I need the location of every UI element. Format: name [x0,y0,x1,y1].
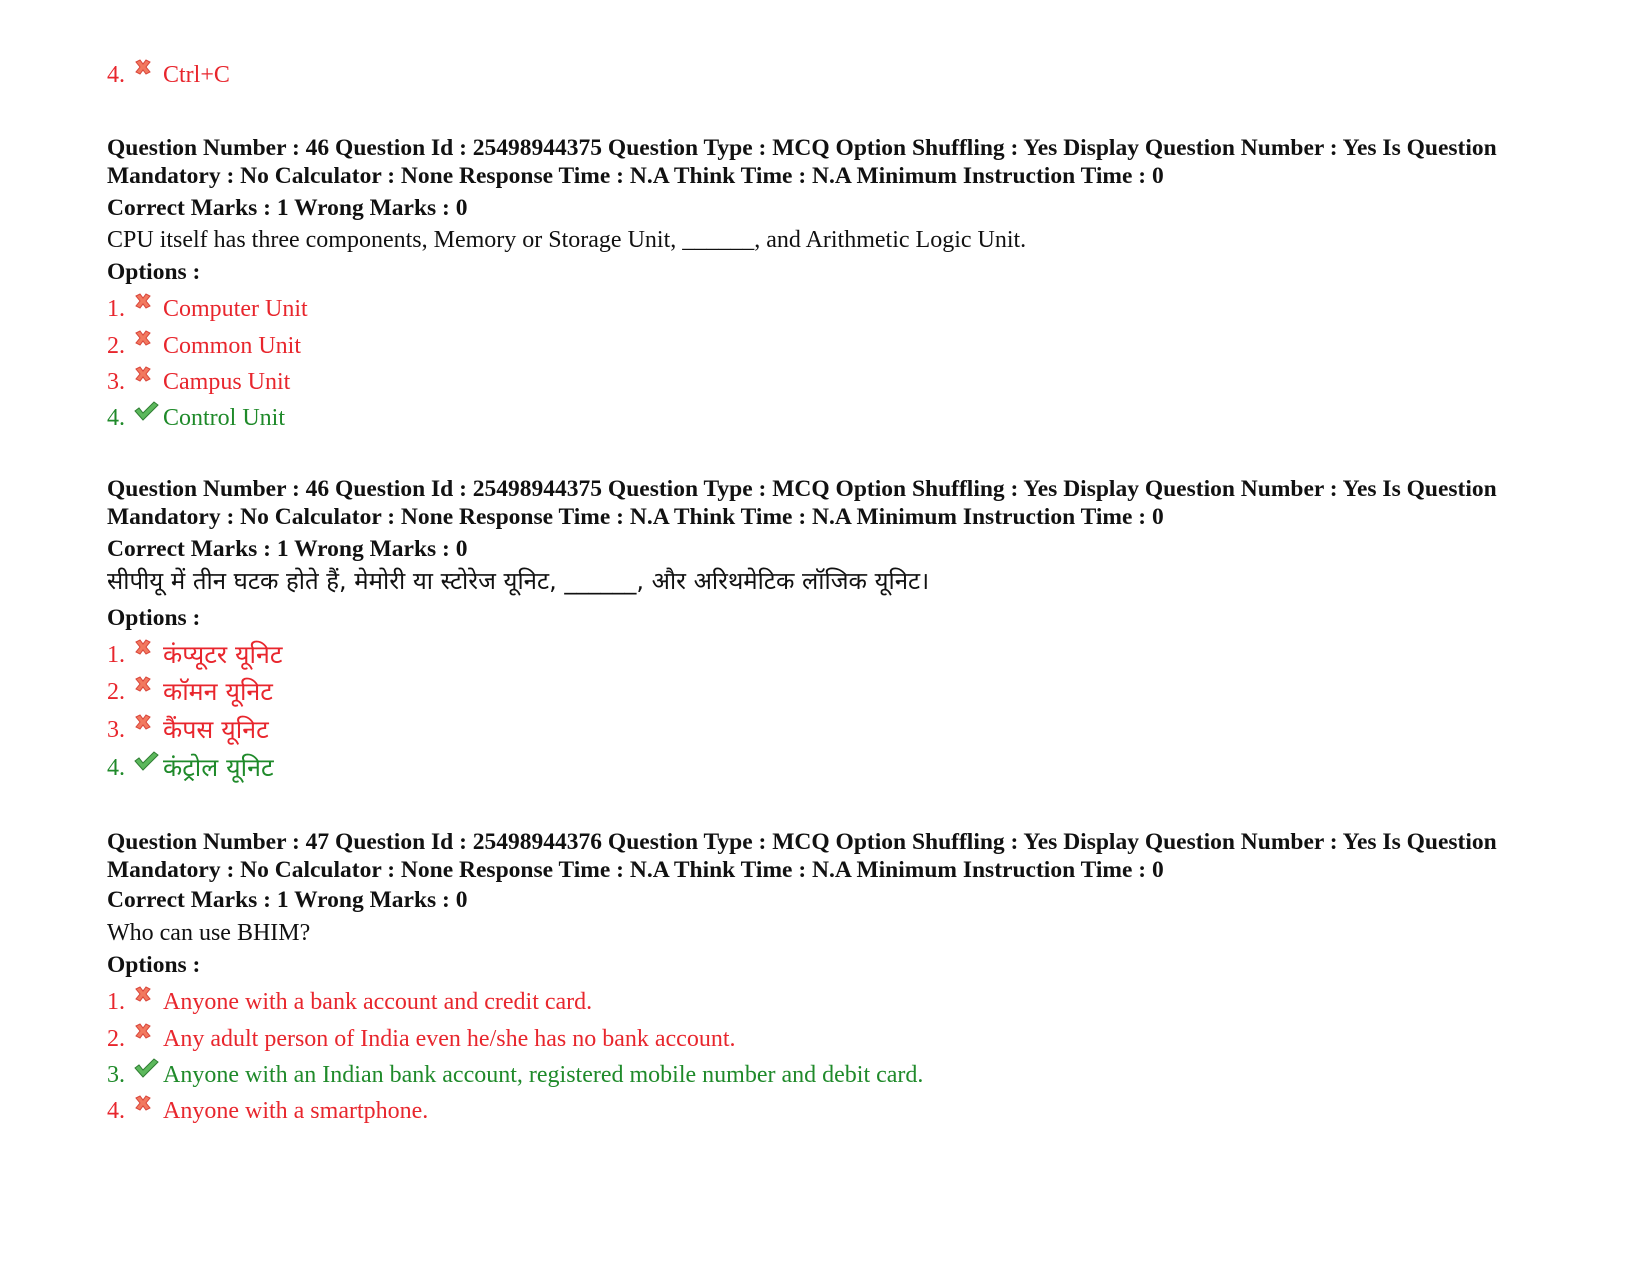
cross-mark-icon [133,57,163,81]
option-number: 3. [107,369,125,395]
check-mark-icon [133,1057,163,1081]
cross-mark-icon [133,328,163,352]
option-number: 1. [107,989,125,1015]
option-4 [107,753,274,783]
options-label: Options : [107,952,201,978]
cross-mark-icon [133,674,163,698]
cross-mark-icon [133,1021,163,1045]
option-number: 4. [107,755,125,781]
option-text: Campus Unit [163,369,291,395]
option-text: Control Unit [163,405,286,431]
option-text: कंट्रोल यूनिट [163,753,274,782]
question-text: CPU itself has three components, Memory or Storage Unit, ______, and Arithmetic Logic Unit. [107,227,1027,253]
option-2 [107,331,301,361]
cross-mark-icon [133,1093,163,1117]
question-text: सीपीयू में तीन घटक होते हैं, मेमोरी या स्टोरेज यूनिट, ______, और अरिथमेटिक लॉजिक यूनिट। [107,567,930,595]
option-3 [107,715,269,745]
question-marks: Correct Marks : 1 Wrong Marks : 0 [107,887,468,913]
option-3 [107,367,290,397]
option-number: 4. [107,405,125,431]
option-text: कंप्यूटर यूनिट [163,640,283,669]
option-number: 4. [107,1098,125,1124]
option-1 [107,640,282,670]
option-text: Computer Unit [163,296,308,322]
option-number: 4. [107,62,125,88]
option-text: कैंपस यूनिट [163,715,269,744]
option-3 [107,1060,923,1090]
cross-mark-icon [133,712,163,736]
cross-mark-icon [133,637,163,661]
cross-mark-icon [133,364,163,388]
option-4 [107,403,285,433]
option-number: 3. [107,717,125,743]
option-text: Anyone with a smartphone. [163,1098,429,1124]
option-number: 2. [107,1026,125,1052]
option-text: Ctrl+C [163,62,230,88]
question-meta: Question Number : 47 Question Id : 25498944376 Question Type : MCQ Option Shuffling : Yes Display Question Number : Yes Is Question Mandatory : No Calculator : None Response Time : N.A Think Time : N.A Minimum Instruction Time : 0 [107,829,1497,883]
options-label: Options : [107,605,201,631]
option-text: Anyone with a bank account and credit card. [163,989,593,1015]
option-text: Common Unit [163,333,302,359]
question-marks: Correct Marks : 1 Wrong Marks : 0 [107,536,468,562]
question-meta: Question Number : 46 Question Id : 25498944375 Question Type : MCQ Option Shuffling : Yes Display Question Number : Yes Is Question Mandatory : No Calculator : None Response Time : N.A Think Time : N.A Minimum Instruction Time : 0 [107,476,1497,530]
option-2 [107,677,273,707]
check-mark-icon [133,400,163,424]
option-number: 2. [107,679,125,705]
option-4 [107,1096,428,1126]
question-meta: Question Number : 46 Question Id : 25498944375 Question Type : MCQ Option Shuffling : Yes Display Question Number : Yes Is Question Mandatory : No Calculator : None Response Time : N.A Think Time : N.A Minimum Instruction Time : 0 [107,135,1497,189]
option-text: Anyone with an Indian bank account, registered mobile number and debit card. [163,1062,924,1088]
check-mark-icon [133,750,163,774]
option-1 [107,294,308,324]
question-text: Who can use BHIM? [107,920,311,946]
question-marks: Correct Marks : 1 Wrong Marks : 0 [107,195,468,221]
option-text: कॉमन यूनिट [163,677,273,706]
option-1 [107,987,592,1017]
options-label: Options : [107,259,201,285]
option-number: 2. [107,333,125,359]
option-number: 1. [107,642,125,668]
cross-mark-icon [133,984,163,1008]
option-2 [107,1024,736,1054]
option-number: 1. [107,296,125,322]
option-number: 3. [107,1062,125,1088]
cross-mark-icon [133,291,163,315]
option-text: Any adult person of India even he/she has no bank account. [163,1026,736,1052]
prev-option-4 [107,60,230,90]
